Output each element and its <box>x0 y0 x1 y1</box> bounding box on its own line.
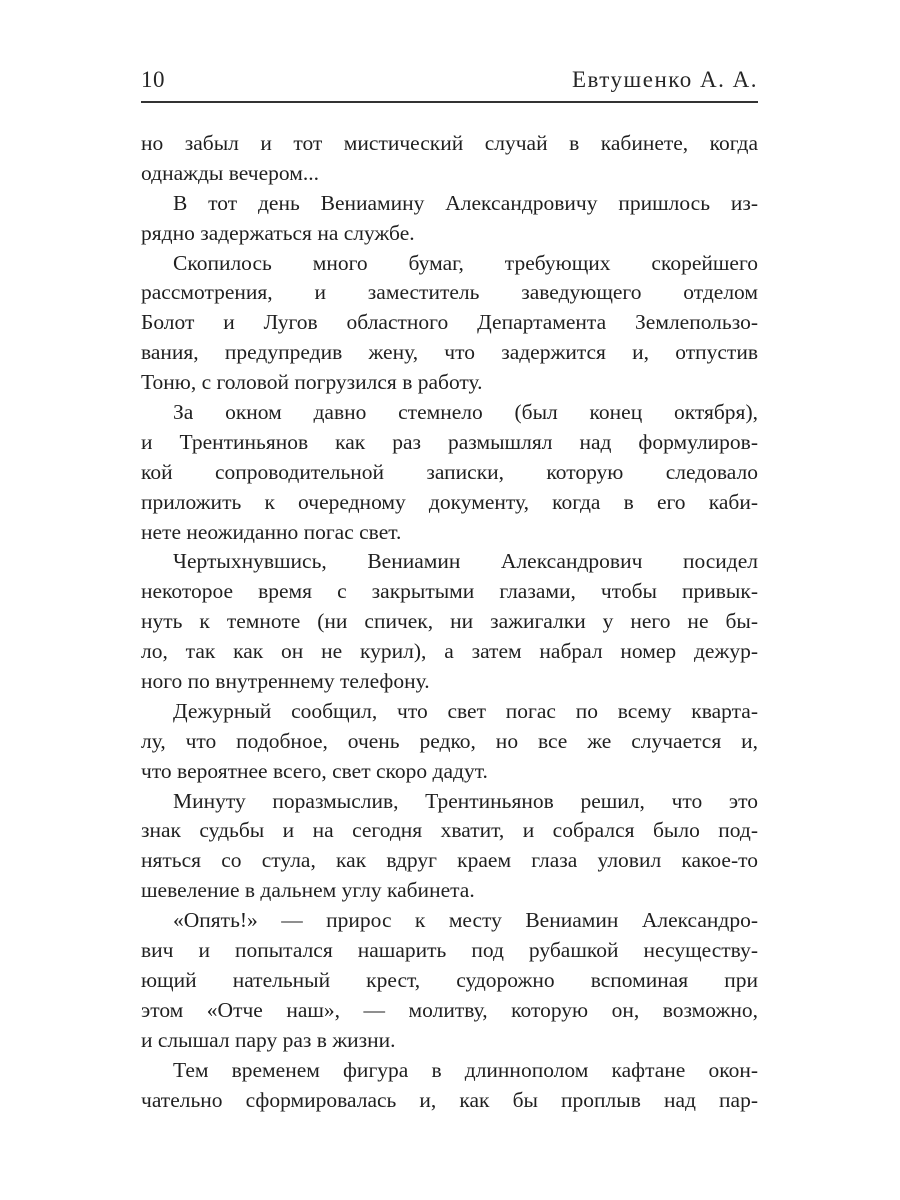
text-line: няться со стула, как вдруг краем глаза уловил какое-то <box>141 848 758 873</box>
text-line: некоторое время с закрытыми глазами, чтобы привык- <box>141 579 758 604</box>
text-line: Минуту поразмыслив, Трентиньянов решил, что это <box>173 788 758 813</box>
paragraph <box>141 189 758 249</box>
body-text <box>141 129 758 1115</box>
text-line: ло, так как он не курил), а затем набрал номер дежур- <box>141 639 758 664</box>
text-line: рядно задержаться на службе. <box>141 220 415 245</box>
text-line: ющий нательный крест, судорожно вспоминая при <box>141 967 758 992</box>
text-line: и Трентиньянов как раз размышлял над формулиров- <box>141 429 758 454</box>
text-line: нуть к темноте (ни спичек, ни зажигалки у него не бы- <box>141 609 758 634</box>
paragraph <box>141 697 758 787</box>
text-line: но забыл и тот мистический случай в кабинете, когда <box>141 131 758 155</box>
text-line: лу, что подобное, очень редко, но все же случается и, <box>141 728 758 753</box>
text-line: вич и попытался нашарить под рубашкой несуществу- <box>141 938 758 963</box>
running-header <box>141 66 758 94</box>
text-line: однажды вечером... <box>141 160 319 185</box>
text-line: В тот день Вениамину Александровичу пришлось из- <box>173 190 758 215</box>
text-line: рассмотрения, и заместитель заведующего отделом <box>141 280 758 305</box>
text-line: чательно сформировалась и, как бы проплыв над пар- <box>141 1087 758 1112</box>
header-rule <box>141 101 758 103</box>
paragraph <box>141 787 758 907</box>
text-line: знак судьбы и на сегодня хватит, и собрался было под- <box>141 818 758 843</box>
text-line: приложить к очередному документу, когда в его каби- <box>141 489 758 514</box>
text-line: и слышал пару раз в жизни. <box>141 1027 396 1052</box>
text-line: ного по внутреннему телефону. <box>141 669 430 694</box>
paragraph <box>141 547 758 696</box>
paragraph <box>141 1056 758 1116</box>
text-line: Тоню, с головой погрузился в работу. <box>141 370 483 395</box>
running-title-author: Евтушенко А. А. <box>571 67 758 92</box>
text-line: Болот и Лугов областного Департамента Землепользо- <box>141 310 758 335</box>
page-number: 10 <box>141 67 165 92</box>
text-line: что вероятнее всего, свет скоро дадут. <box>141 758 488 783</box>
text-line: Дежурный сообщил, что свет погас по всему кварта- <box>173 698 758 723</box>
text-line: За окном давно стемнело (был конец октября), <box>173 400 758 425</box>
text-line: кой сопроводительной записки, которую следовало <box>141 459 758 484</box>
text-line: Тем временем фигура в длиннополом кафтане окон- <box>173 1057 758 1082</box>
text-line: Чертыхнувшись, Вениамин Александрович посидел <box>173 549 758 574</box>
paragraph <box>141 906 758 1055</box>
text-line: шевеление в дальнем углу кабинета. <box>141 878 475 903</box>
paragraph <box>141 129 758 189</box>
text-line: нете неожиданно погас свет. <box>141 519 402 544</box>
text-line: этом «Отче наш», — молитву, которую он, возможно, <box>141 997 758 1022</box>
text-line: Скопилось много бумаг, требующих скорейшего <box>173 250 758 275</box>
paragraph <box>141 249 758 398</box>
text-line: вания, предупредив жену, что задержится и, отпустив <box>141 340 758 365</box>
text-line: «Опять!» — прирос к месту Вениамин Александро- <box>173 908 758 933</box>
paragraph <box>141 398 758 547</box>
